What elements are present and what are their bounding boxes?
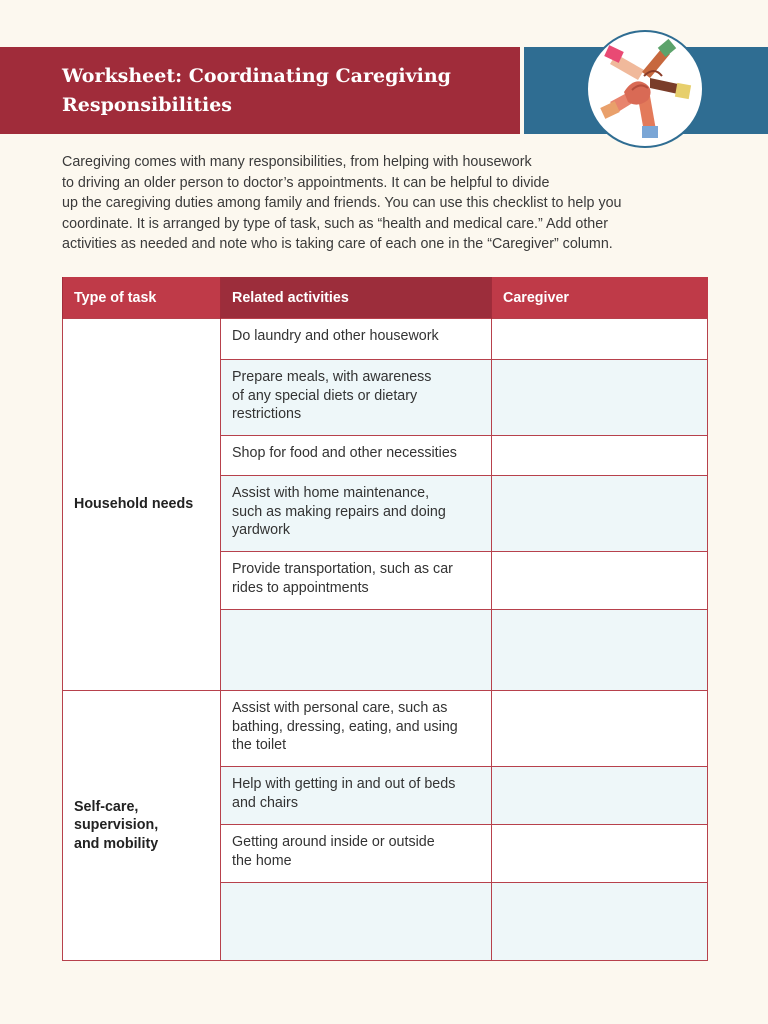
activity-cell-blank[interactable] [221,883,492,961]
activity-line: Assist with personal care, such as [232,700,448,716]
page-title: Worksheet: Coordinating Caregiving Responsibilities [62,65,451,116]
activity-line: Do laundry and other housework [232,328,439,344]
caregiver-cell[interactable] [492,319,708,360]
activity-line: Assist with home maintenance, [232,485,430,501]
header-type-of-task: Type of task [63,277,221,319]
caregiver-cell[interactable] [492,691,708,767]
caregiver-cell[interactable] [492,476,708,552]
activity-line: Getting around inside or outside [232,834,435,850]
caregiver-cell[interactable] [492,610,708,691]
header-related-activities: Related activities [221,277,492,319]
activity-line: Help with getting in and out of beds [232,776,456,792]
caregiver-cell[interactable] [492,436,708,476]
caregiver-cell[interactable] [492,825,708,883]
task-type-label: supervision, [74,817,159,834]
task-type-household [63,319,221,691]
task-type-label: Self-care, [74,798,139,815]
activity-line: the home [232,852,292,869]
activity-cell [221,825,492,883]
caregiver-cell[interactable] [492,552,708,610]
activity-cell [221,436,492,476]
intro-line: Caregiving comes with many responsibilities, from helping with housework [62,154,532,170]
activity-cell [221,552,492,610]
activity-cell [221,767,492,825]
intro-line: to driving an older person to doctor’s appointments. It can be helpful to divide [62,174,550,191]
activity-line: Prepare meals, with awareness [232,369,432,385]
table-row [63,691,708,767]
intro-line: activities as needed and note who is taking care of each one in the “Caregiver” column. [62,236,613,253]
activity-cell-blank[interactable] [221,610,492,691]
activity-line: of any special diets or dietary [232,387,418,404]
table-row [63,319,708,360]
intro-line: coordinate. It is arranged by type of task, such as “health and medical care.” Add other [62,215,608,232]
activity-cell [221,319,492,360]
activity-line: Shop for food and other necessities [232,445,457,461]
caregiving-table [62,277,708,961]
task-type-label: Household needs [74,496,194,513]
activity-line: rides to appointments [232,579,369,596]
table-header-row [63,277,708,319]
activity-line: bathing, dressing, eating, and using [232,718,458,735]
caregiver-cell[interactable] [492,883,708,961]
intro-line: up the caregiving duties among family and friends. You can use this checklist to help you [62,195,622,212]
task-type-label: and mobility [74,835,159,852]
task-type-self-care [63,691,221,961]
activity-line: Provide transportation, such as car [232,561,453,577]
activity-cell [221,360,492,436]
caregiver-cell[interactable] [492,767,708,825]
activity-cell [221,476,492,552]
hands-stacked-icon [586,30,704,148]
intro-paragraph [62,152,702,255]
activity-line: such as making repairs and doing [232,503,446,520]
activity-line: restrictions [232,406,302,423]
activity-line: and chairs [232,794,298,811]
activity-line: yardwork [232,522,290,539]
header-caregiver: Caregiver [492,277,708,319]
activity-line: the toilet [232,737,287,754]
activity-cell [221,691,492,767]
caregiver-cell[interactable] [492,360,708,436]
